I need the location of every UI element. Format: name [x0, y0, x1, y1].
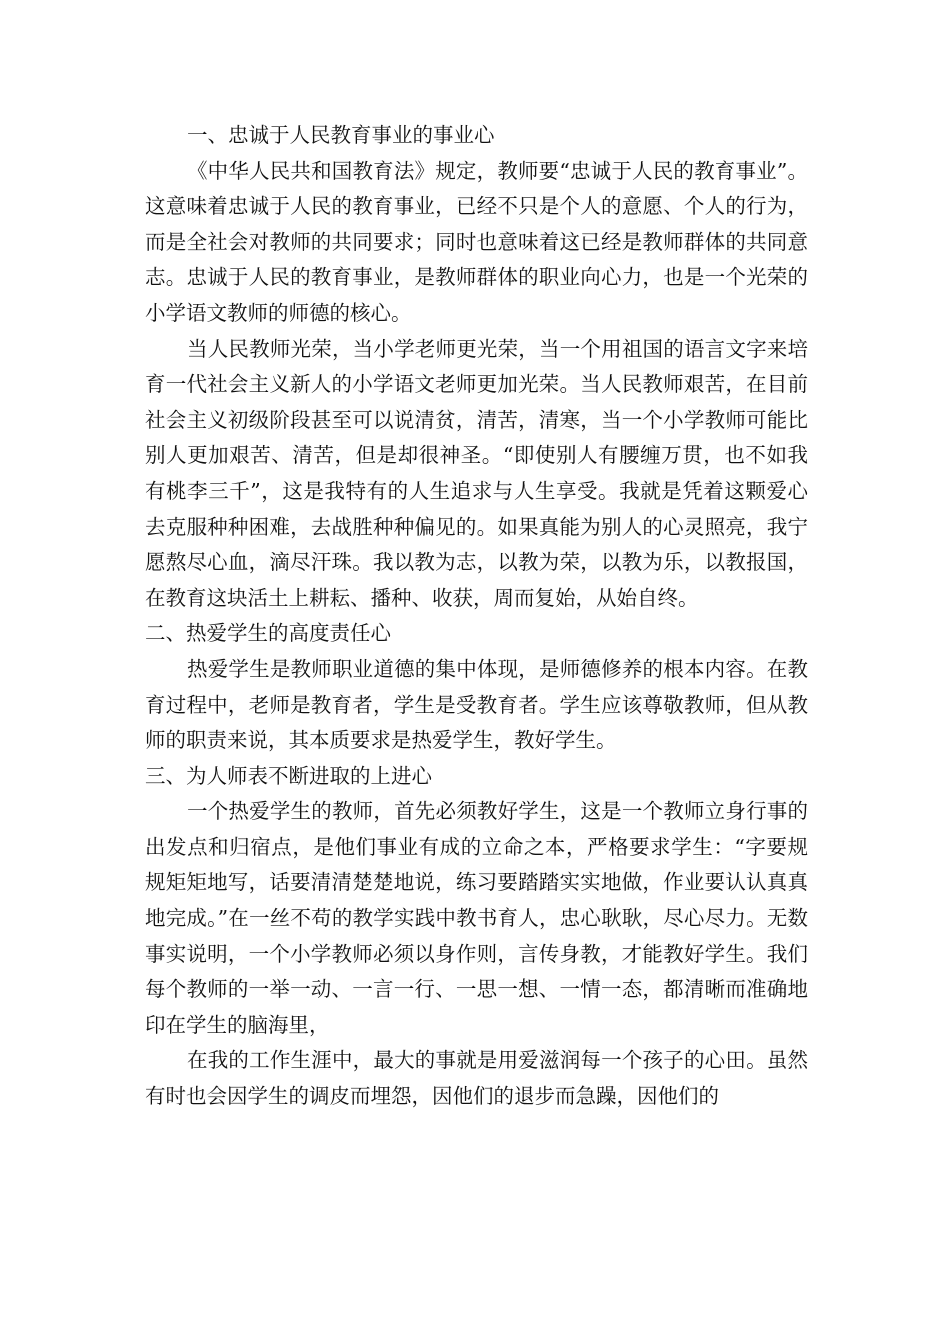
section-3-paragraph-1: 一个热爱学生的教师，首先必须教好学生，这是一个教师立身行事的出发点和归宿点，是他们事业有成的立命之本，严格要求学生：“字要规规矩矩地写，话要清清楚楚地说，练习要踏踏实实地做，作业要认认真真地完成。”在一丝不苟的教学实践中教书育人，忠心耿耿，尽心尽力。无数事实说明，一个小学教师必须以身作则，言传身教，才能教好学生。我们每个教师的一举一动、一言一行、一思一想、一情一态，都清晰而准确地印在学生的脑海里，: [145, 799, 808, 1037]
section-1-paragraph-2: 当人民教师光荣，当小学老师更光荣，当一个用祖国的语言文字来培育一代社会主义新人的小学语文老师更加光荣。当人民教师艰苦，在目前社会主义初级阶段甚至可以说清贫，清苦，清寒，当一个小学教师可能比别人更加艰苦、清苦，但是却很神圣。“即使别人有腰缠万贯，也不如我有桃李三千”，这是我特有的人生追求与人生享受。我就是凭着这颗爱心去克服种种困难，去战胜种种偏见的。如果真能为别人的心灵照亮，我宁愿熬尽心血，滴尽汗珠。我以教为志，以教为荣，以教为乐，以教报国，在教育这块活土上耕耘、播种、收获，周而复始，从始自终。: [145, 336, 808, 610]
document-page: [145, 118, 808, 1115]
section-1-heading: 一、忠诚于人民教育事业的事业心: [187, 123, 495, 147]
section-2-paragraph-1: 热爱学生是教师职业道德的集中体现，是师德修养的根本内容。在教育过程中，老师是教育者，学生是受教育者。学生应该尊敬教师，但从教师的职责来说，其本质要求是热爱学生，教好学生。: [145, 656, 808, 753]
section-3-paragraph-2: 在我的工作生涯中，最大的事就是用爱滋润每一个孩子的心田。虽然有时也会因学生的调皮而埋怨，因他们的退步而急躁，因他们的: [145, 1048, 808, 1109]
section-1-paragraph-1: 《中华人民共和国教育法》规定，教师要“忠诚于人民的教育事业”。这意味着忠诚于人民的教育事业，已经不只是个人的意愿、个人的行为，而是全社会对教师的共同要求；同时也意味着这已经是教师群体的共同意志。忠诚于人民的教育事业，是教师群体的职业向心力，也是一个光荣的小学语文教师的师德的核心。: [145, 158, 808, 325]
section-3-heading: 三、为人师表不断进取的上进心: [145, 763, 432, 788]
section-2-heading: 二、热爱学生的高度责任心: [145, 621, 391, 646]
